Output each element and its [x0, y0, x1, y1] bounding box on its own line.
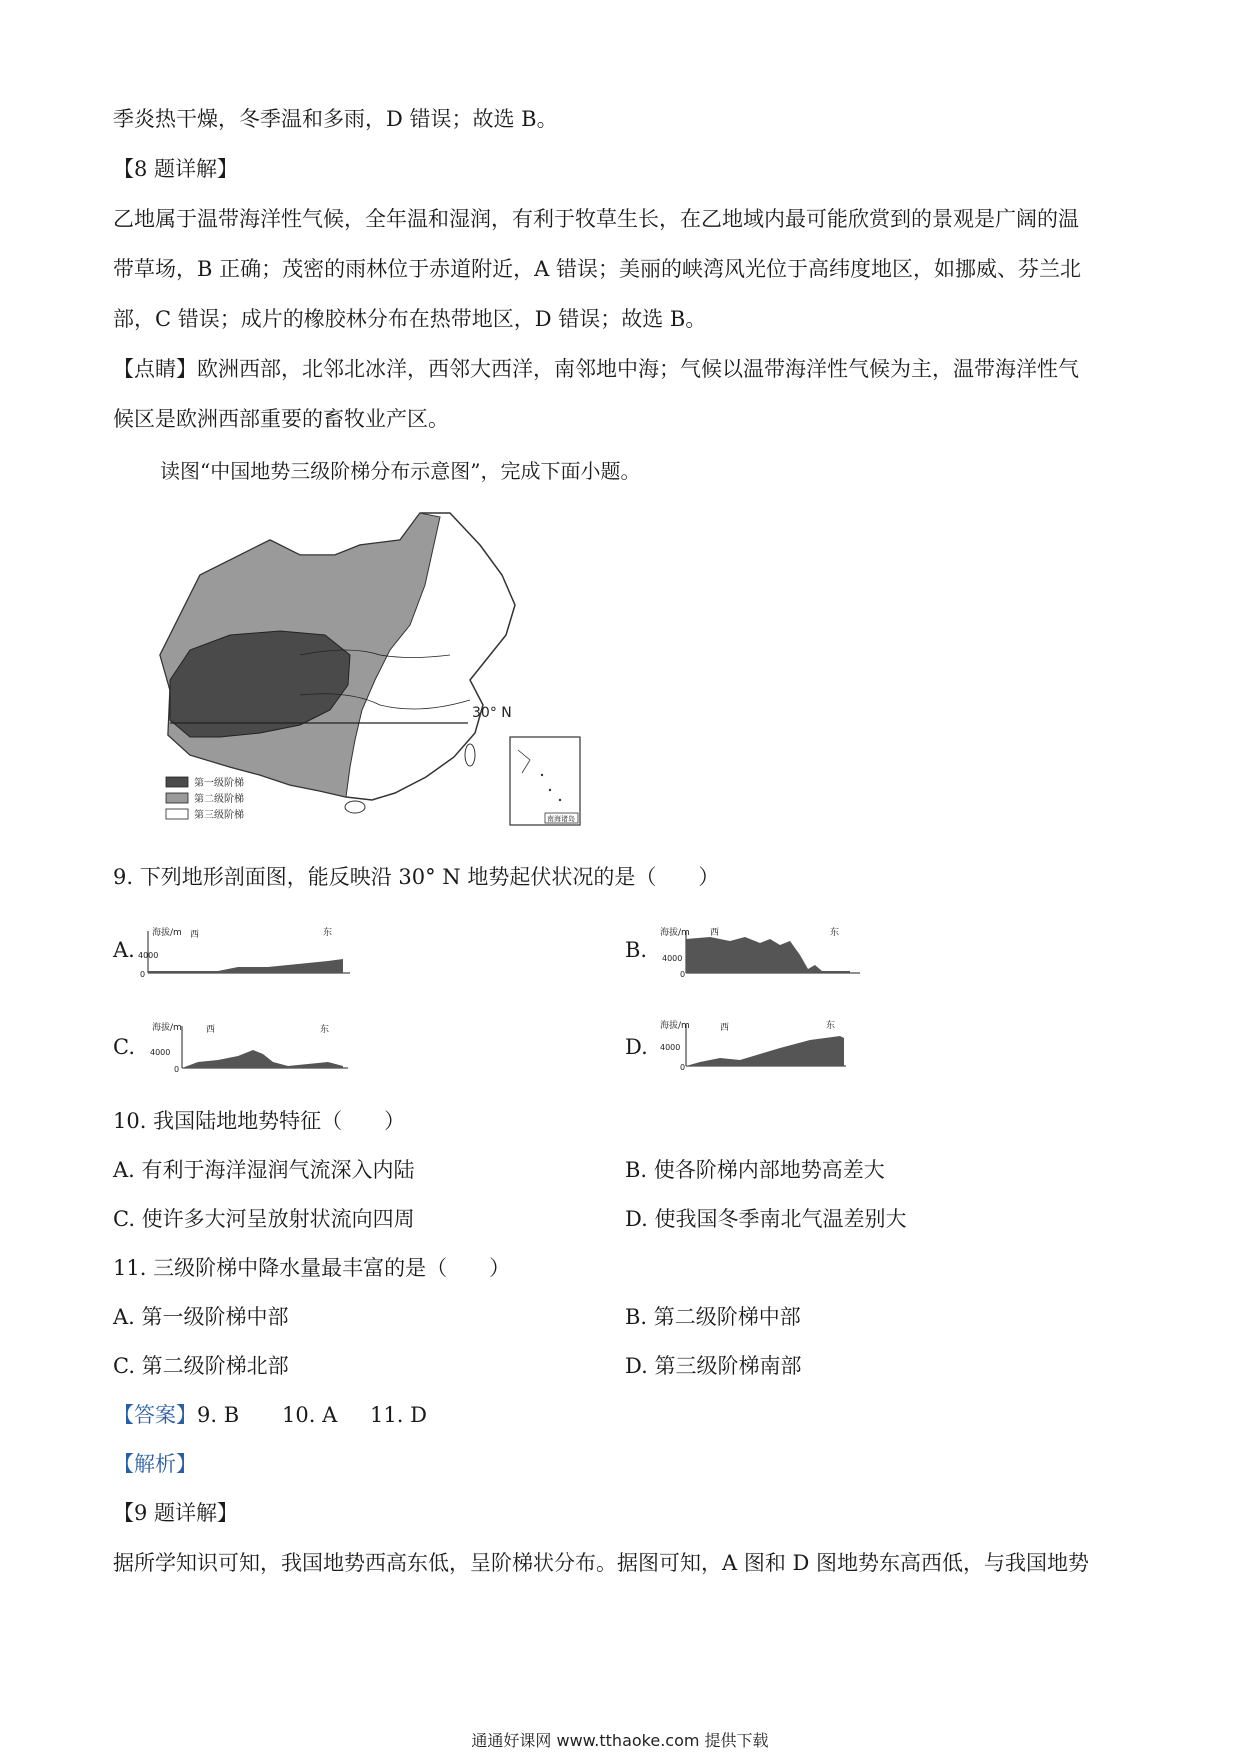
text-line: 季炎热干燥，冬季温和多雨，D 错误；故选 B。	[113, 107, 558, 131]
q11-option-b: B. 第二级阶梯中部	[625, 1305, 801, 1329]
svg-text:0: 0	[174, 1065, 180, 1074]
answer-line	[113, 1400, 239, 1430]
q9-option-b-letter: B.	[625, 938, 648, 962]
text-line: 乙地属于温带海洋性气候，全年温和湿润，有利于牧草生长，在乙地域内最可能欣赏到的景观是广阔的温	[113, 207, 1079, 231]
svg-text:西: 西	[720, 1023, 730, 1033]
answer-9: 9. B	[197, 1403, 240, 1427]
q11-stem: 11. 三级阶梯中降水量最丰富的是（ ）	[113, 1256, 511, 1280]
q10-option-c: C. 使许多大河呈放射状流向四周	[113, 1207, 415, 1231]
q9-option-c-profile	[138, 1020, 350, 1075]
svg-text:海拔/m: 海拔/m	[660, 1021, 690, 1031]
q10-option-d: D. 使我国冬季南北气温差别大	[625, 1207, 907, 1231]
tip-line: 【点睛】欧洲西部，北邻北冰洋，西邻大西洋，南邻地中海；气候以温带海洋性气候为主，温带海洋性气	[113, 357, 1079, 381]
q9-option-d-profile	[650, 1018, 862, 1073]
text-line: 部，C 错误；成片的橡胶林分布在热带地区，D 错误；故选 B。	[113, 307, 707, 331]
q10-option-b: B. 使各阶梯内部地势高差大	[625, 1158, 885, 1182]
heading-q9-detail: 【9 题详解】	[113, 1501, 239, 1525]
legend-step2: 第二级阶梯	[194, 794, 244, 805]
q11-option-d: D. 第三级阶梯南部	[625, 1354, 802, 1378]
legend-step1: 第一级阶梯	[194, 778, 244, 789]
text-line: 带草场，B 正确；茂密的雨林位于赤道附近，A 错误；美丽的峡湾风光位于高纬度地区，如挪威、芬兰北	[113, 257, 1081, 281]
analysis-tag: 【解析】	[113, 1452, 197, 1476]
heading-q8-detail: 【8 题详解】	[113, 157, 239, 181]
svg-text:东: 东	[320, 1025, 330, 1035]
svg-text:东: 东	[830, 928, 840, 938]
tip-line: 候区是欧洲西部重要的畜牧业产区。	[113, 407, 449, 431]
q11-option-a: A. 第一级阶梯中部	[113, 1305, 289, 1329]
svg-text:4000: 4000	[138, 951, 159, 960]
q9-option-c-letter: C.	[113, 1035, 135, 1059]
svg-text:4000: 4000	[662, 954, 683, 963]
legend-step3: 第三级阶梯	[194, 810, 244, 821]
q10-option-a: A. 有利于海洋湿润气流深入内陆	[113, 1158, 415, 1182]
latitude-label: 30° N	[472, 705, 512, 721]
svg-text:海拔/m: 海拔/m	[152, 1023, 182, 1033]
q9-option-a-letter: A.	[113, 938, 135, 962]
svg-text:西: 西	[190, 930, 200, 940]
svg-text:0: 0	[140, 970, 146, 979]
south-sea-inset	[510, 737, 580, 825]
page-footer: 通通好课网 www.tthaoke.com 提供下载	[471, 1731, 769, 1750]
svg-text:海拔/m: 海拔/m	[152, 928, 182, 938]
svg-text:西: 西	[206, 1025, 216, 1035]
svg-text:0: 0	[680, 1063, 686, 1072]
inset-label: 南海诸岛	[547, 815, 575, 823]
q9-stem: 9. 下列地形剖面图，能反映沿 30° N 地势起伏状况的是（ ）	[113, 865, 720, 889]
q9-option-b-profile	[650, 925, 862, 980]
svg-text:东: 东	[826, 1021, 836, 1031]
svg-text:海拔/m: 海拔/m	[660, 928, 690, 938]
svg-text:东: 东	[323, 928, 333, 938]
q9-analysis-text: 据所学知识可知，我国地势西高东低，呈阶梯状分布。据图可知，A 图和 D 图地势东高西低，与我国地势	[113, 1551, 1090, 1575]
svg-text:4000: 4000	[660, 1043, 681, 1052]
answer-tag: 【答案】	[113, 1403, 197, 1427]
answer-11: 11. D	[370, 1403, 427, 1427]
q9-option-a-profile	[138, 925, 350, 980]
china-terrain-map	[150, 505, 600, 830]
q9-option-d-letter: D.	[625, 1035, 648, 1059]
svg-text:4000: 4000	[150, 1048, 171, 1057]
svg-text:西: 西	[710, 928, 720, 938]
q11-option-c: C. 第二级阶梯北部	[113, 1354, 289, 1378]
svg-text:0: 0	[680, 970, 686, 979]
q10-stem: 10. 我国陆地地势特征（ ）	[113, 1109, 406, 1133]
answer-10: 10. A	[282, 1403, 338, 1427]
map-intro: 读图“中国地势三级阶梯分布示意图”，完成下面小题。	[160, 459, 641, 483]
